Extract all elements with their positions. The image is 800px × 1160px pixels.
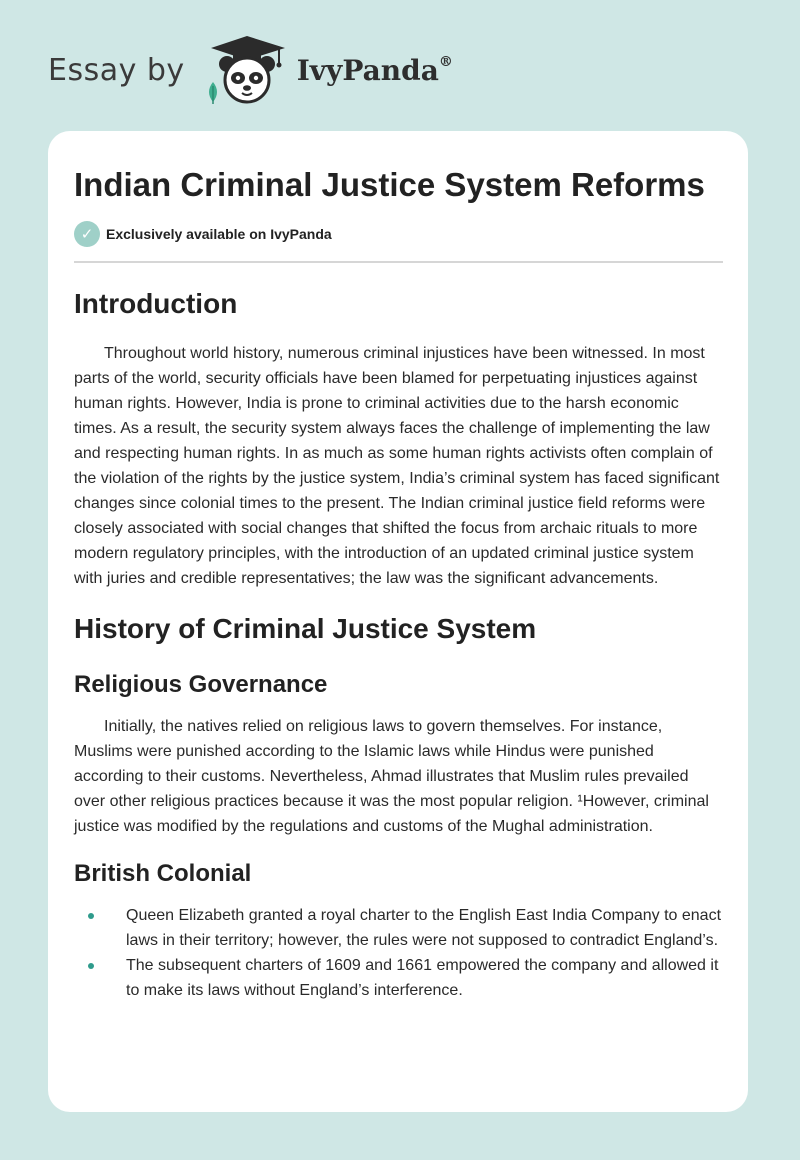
subsection-heading-religious-governance: Religious Governance xyxy=(74,671,328,698)
subsection-heading-british-colonial: British Colonial xyxy=(74,860,252,887)
brand-name: IvyPanda® xyxy=(296,53,453,87)
section-heading-history: History of Criminal Justice System xyxy=(74,613,537,644)
exclusive-badge xyxy=(74,221,722,247)
british-colonial-list xyxy=(74,903,722,1003)
page-title: Indian Criminal Justice System Reforms xyxy=(74,166,705,203)
exclusive-label: Exclusively available on IvyPanda xyxy=(106,226,332,242)
list-item: The subsequent charters of 1609 and 1661 empowered the company and allowed it to make its laws without England’s interference. xyxy=(74,953,722,1003)
check-icon: ✓ xyxy=(74,221,100,247)
religious-governance-paragraph: Initially, the natives relied on religious laws to govern themselves. For instance, Muslims were punished according to the Islamic laws while Hindus were punished according to their customs. Nevertheless, Ahmad illustrates that Muslim rules prevailed over other religious practices because it was the most popular religion. ¹However, criminal justice was modified by the regulations and customs of the Mughal administration. xyxy=(74,718,709,835)
divider xyxy=(74,261,723,263)
site-brand[interactable] xyxy=(48,34,453,106)
essay-card xyxy=(48,131,748,1112)
list-item: Queen Elizabeth granted a royal charter to the English East India Company to enact laws in their territory; however, the rules were not supposed to contradict England’s. xyxy=(74,903,722,953)
section-heading-introduction: Introduction xyxy=(74,288,238,319)
registered-mark: ® xyxy=(438,53,453,70)
panda-logo-icon xyxy=(201,34,293,106)
introduction-paragraph: Throughout world history, numerous criminal injustices have been witnessed. In most parts of the world, security officials have been blamed for perpetuating injustices against human rights. However, India is prone to criminal activities due to the harsh economic times. As a result, the security system always faces the challenge of implementing the law and respecting human rights. In as much as some human rights activists often complain of the violation of the rights by the justice system, India’s criminal system has faced significant changes since colonial times to the present. The Indian criminal justice field reforms were closely associated with social changes that shifted the focus from archaic rituals to more modern regulatory principles, with the introduction of an updated criminal justice system with juries and credible representatives; the law was the significant advancements. xyxy=(74,345,720,587)
brand-prefix: Essay by xyxy=(48,52,185,88)
